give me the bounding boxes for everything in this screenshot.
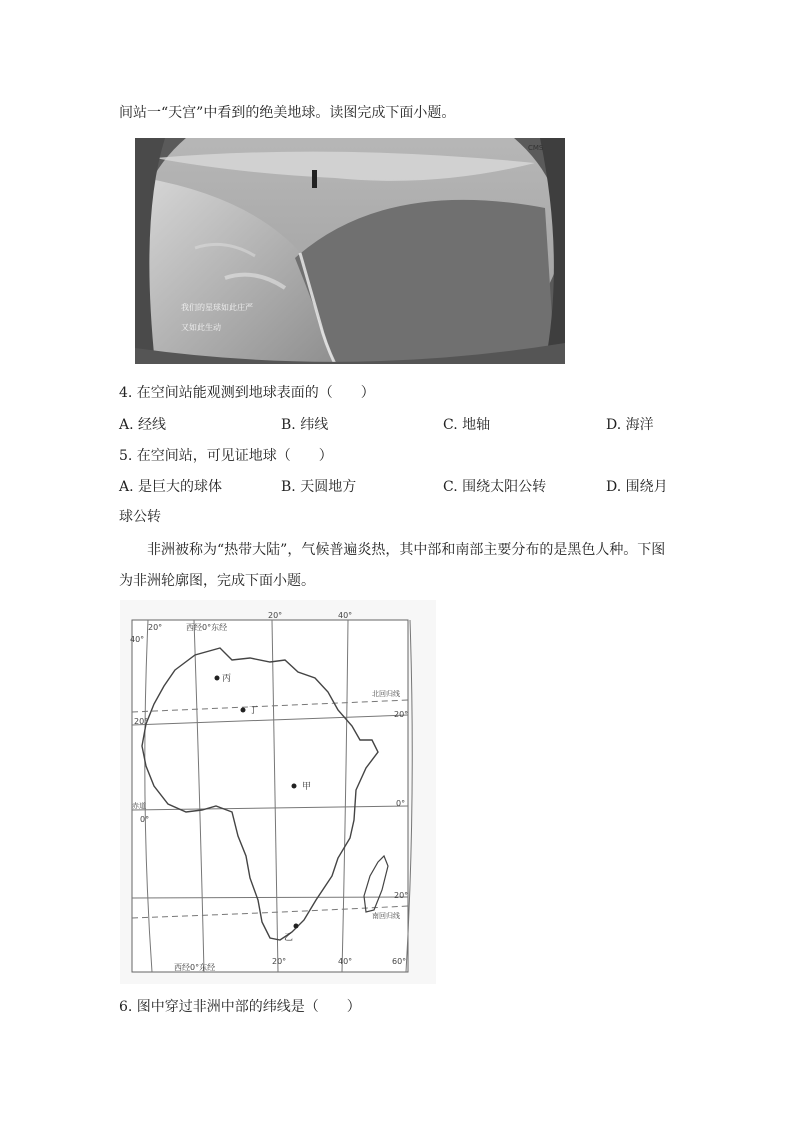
passage-line1: 非洲被称为“热带大陆”，气候普遍炎热，其中部和南部主要分布的是黑色人种。下图 (147, 542, 666, 558)
map-south-tropic-label: 南回归线 (372, 912, 400, 920)
q5-stem: 5. 在空间站，可见证地球（ ） (119, 448, 333, 464)
q4-option-b: B. 纬线 (281, 417, 329, 433)
photo-corner-mark: CMS (528, 144, 544, 152)
q5-option-b: B. 天圆地方 (281, 479, 357, 495)
map-top-left-lon: 20° (148, 623, 163, 632)
map-equator-left-deg: 0° (140, 815, 150, 824)
q4-option-d: D. 海洋 (606, 417, 654, 433)
map-top-label: 西经0°东经 (186, 623, 228, 632)
map-bottom-label: 西经0°东经 (174, 963, 216, 972)
q5-option-c: C. 围绕太阳公转 (443, 479, 547, 495)
map-equator-label: 赤道 (132, 802, 146, 810)
map-point-bing: 丙 (222, 674, 232, 684)
map-lat-20n-left: 20° (134, 717, 149, 726)
q5-option-d: D. 围绕月 (606, 479, 668, 495)
map-north-tropic-label: 北回归线 (372, 690, 400, 698)
photo-caption-line1: 我们的星球如此庄严 (181, 303, 253, 312)
q4-option-a: A. 经线 (119, 417, 167, 433)
map-top-lon-40: 40° (338, 611, 353, 620)
q4-stem: 4. 在空间站能观测到地球表面的（ ） (119, 385, 375, 401)
map-lat-20s-right: 20° (394, 891, 409, 900)
q4-option-c: C. 地轴 (443, 417, 491, 433)
q5-option-d-wrap: 球公转 (119, 509, 161, 525)
q6-stem: 6. 图中穿过非洲中部的纬线是（ ） (119, 999, 361, 1015)
map-point-ding: 丁 (249, 706, 259, 716)
africa-outline-map (120, 600, 436, 984)
map-point-yi: 乙 (284, 933, 294, 943)
map-equator-right-deg: 0° (396, 799, 406, 808)
photo-caption-line2: 又如此生动 (181, 323, 221, 332)
map-bottom-lon-60: 60° (392, 957, 407, 966)
map-lat-20n-right: 20° (394, 710, 409, 719)
q5-option-a: A. 是巨大的球体 (119, 479, 223, 495)
map-left-lat-top: 40° (130, 635, 145, 644)
intro-line: 间站一“天宫”中看到的绝美地球。读图完成下面小题。 (119, 105, 456, 121)
map-point-jia: 甲 (302, 782, 312, 792)
map-bottom-lon-20: 20° (272, 957, 287, 966)
passage-line2: 为非洲轮廓图，完成下面小题。 (119, 573, 315, 589)
map-bottom-lon-40: 40° (338, 957, 353, 966)
map-top-lon-20: 20° (268, 611, 283, 620)
space-station-photo (135, 138, 565, 364)
